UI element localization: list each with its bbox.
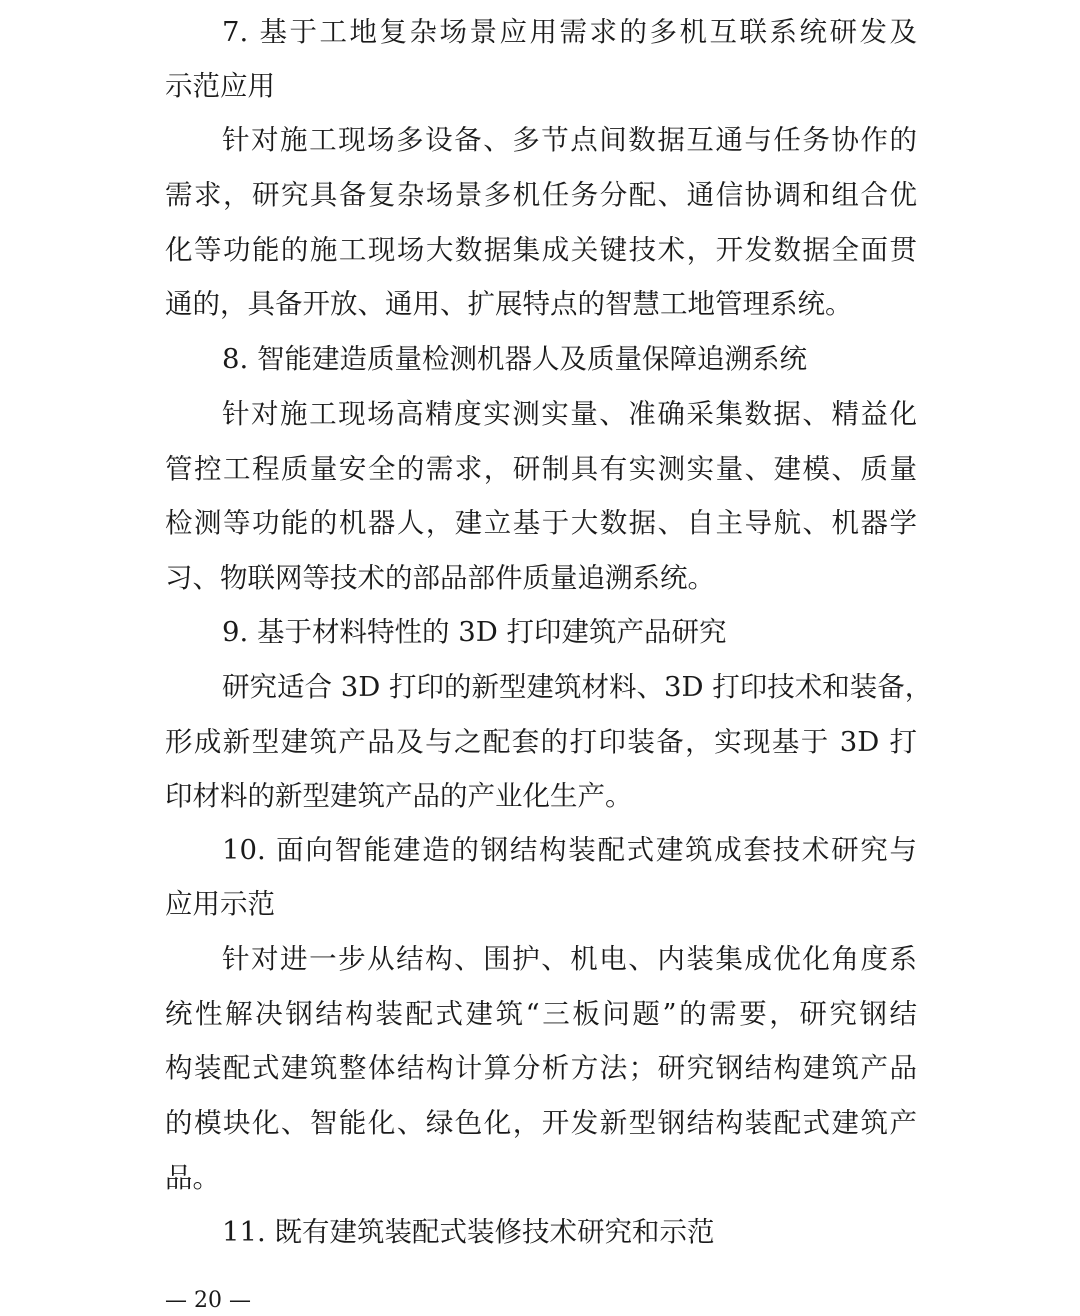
section-10-body-line-4: 的模块化、智能化、绿色化，开发新型钢结构装配式建筑产 bbox=[165, 1107, 917, 1139]
section-9-body-line-2: 形成新型建筑产品及与之配套的打印装备，实现基于 3D 打 bbox=[165, 726, 917, 758]
page-number: — 20 — bbox=[165, 1288, 251, 1313]
section-8-body-line-2: 管控工程质量安全的需求，研制具有实测实量、建模、质量 bbox=[165, 453, 917, 485]
section-7-body-line-2: 需求，研究具备复杂场景多机任务分配、通信协调和组合优 bbox=[165, 179, 917, 211]
section-11-heading: 11. 既有建筑装配式装修技术研究和示范 bbox=[222, 1216, 715, 1248]
section-7-body-line-1: 针对施工现场多设备、多节点间数据互通与任务协作的 bbox=[222, 124, 917, 156]
section-8-body-line-3: 检测等功能的机器人，建立基于大数据、自主导航、机器学 bbox=[165, 507, 917, 539]
section-9-heading: 9. 基于材料特性的 3D 打印建筑产品研究 bbox=[222, 616, 727, 648]
section-7-heading-line-1: 7. 基于工地复杂场景应用需求的多机互联系统研发及 bbox=[222, 16, 917, 48]
section-8-heading: 8. 智能建造质量检测机器人及质量保障追溯系统 bbox=[222, 343, 807, 375]
section-7-body-line-4: 通的，具备开放、通用、扩展特点的智慧工地管理系统。 bbox=[165, 288, 853, 320]
section-7-heading-line-2: 示范应用 bbox=[165, 70, 275, 102]
section-10-heading-line-1: 10. 面向智能建造的钢结构装配式建筑成套技术研究与 bbox=[222, 834, 917, 866]
section-9-body-line-3: 印材料的新型建筑产品的产业化生产。 bbox=[165, 780, 633, 812]
section-7-body-line-3: 化等功能的施工现场大数据集成关键技术，开发数据全面贯 bbox=[165, 234, 917, 266]
section-8-body-line-1: 针对施工现场高精度实测实量、准确采集数据、精益化 bbox=[222, 398, 917, 430]
section-10-body-line-5: 品。 bbox=[165, 1162, 220, 1194]
section-10-body-line-1: 针对进一步从结构、围护、机电、内装集成优化角度系 bbox=[222, 943, 917, 975]
section-8-body-line-4: 习、物联网等技术的部品部件质量追溯系统。 bbox=[165, 562, 715, 594]
section-10-body-line-3: 构装配式建筑整体结构计算分析方法；研究钢结构建筑产品 bbox=[165, 1052, 917, 1084]
section-10-heading-line-2: 应用示范 bbox=[165, 888, 275, 920]
section-9-body-line-1: 研究适合 3D 打印的新型建筑材料、3D 打印技术和装备， bbox=[222, 671, 933, 703]
section-10-body-line-2: 统性解决钢结构装配式建筑“三板问题”的需要，研究钢结 bbox=[165, 998, 917, 1030]
